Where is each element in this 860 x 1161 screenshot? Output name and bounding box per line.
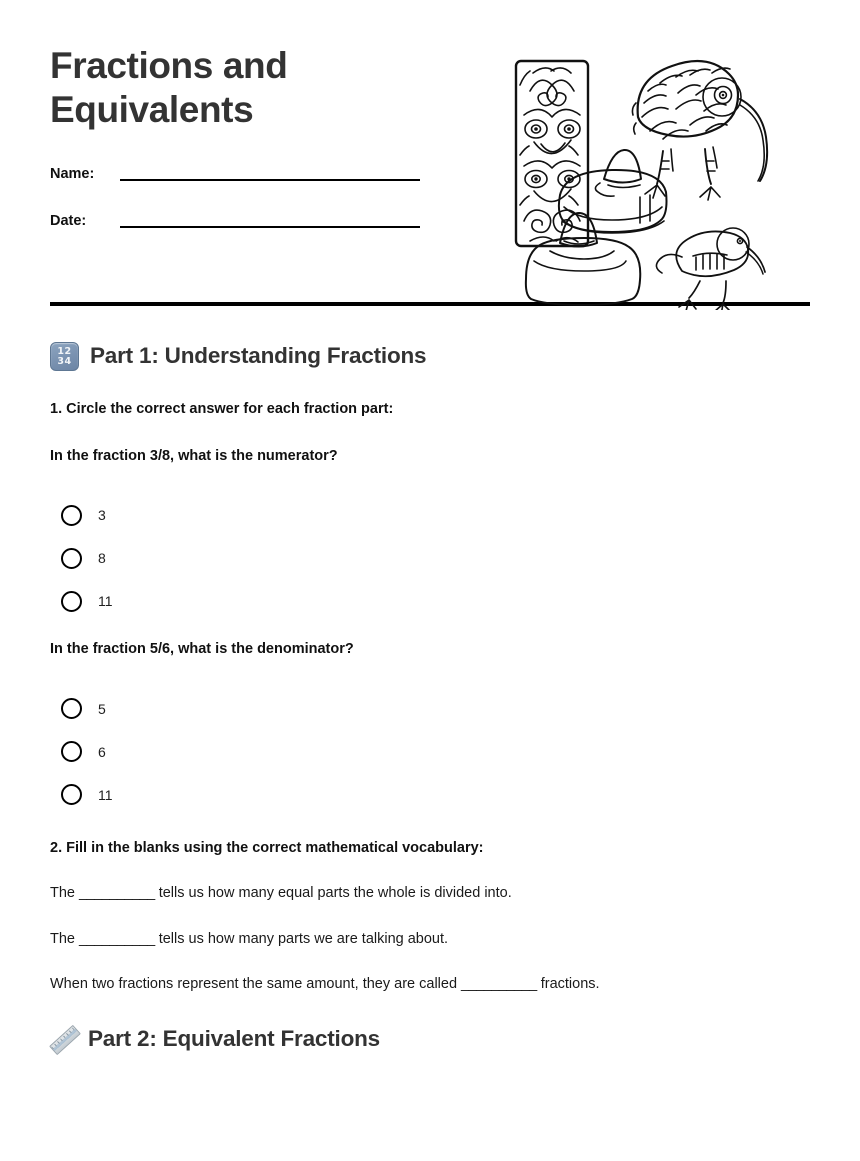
question1-item2-options <box>50 697 810 807</box>
input-numbers-icon: 12 34 <box>50 342 79 371</box>
option-label: 6 <box>98 743 106 760</box>
radio-bubble[interactable] <box>61 548 82 569</box>
question2-prompt: 2. Fill in the blanks using the correct mathematical vocabulary: <box>50 839 484 856</box>
worksheet-header <box>50 0 810 272</box>
adult-kiwi-icon <box>632 61 767 200</box>
maori-kiwi-illustration <box>500 45 770 310</box>
part1-heading <box>50 342 810 371</box>
page-title: Fractions and Equivalents <box>50 45 288 130</box>
date-field-label: Date: <box>50 212 87 229</box>
radio-bubble[interactable] <box>61 591 82 612</box>
blank-gap[interactable]: __________ <box>79 885 155 902</box>
radio-bubble[interactable] <box>61 741 82 762</box>
blank-text-after: fractions. <box>536 976 600 993</box>
blank-text-before: The <box>50 885 80 902</box>
option-row[interactable] <box>50 546 810 570</box>
date-field-line[interactable] <box>120 226 420 228</box>
option-label: 11 <box>98 786 113 803</box>
blank-gap[interactable]: __________ <box>79 930 155 947</box>
name-field-label: Name: <box>50 165 95 182</box>
question1-item1-options <box>50 503 810 613</box>
option-row[interactable] <box>50 783 810 807</box>
carved-pou-icon <box>516 61 588 246</box>
blank-line <box>50 930 810 950</box>
part2-heading <box>50 1026 810 1053</box>
radio-bubble[interactable] <box>61 505 82 526</box>
straight-ruler-icon <box>50 1026 77 1053</box>
question1-prompt: 1. Circle the correct answer for each fraction part: <box>50 401 394 417</box>
blank-line <box>50 884 810 904</box>
part2-heading-label: Part 2: Equivalent Fractions <box>88 1026 380 1052</box>
blank-text-after: tells us how many equal parts the whole is divided into. <box>154 885 512 902</box>
blank-text-after: tells us how many parts we are talking about. <box>154 930 449 947</box>
kiwi-chick-icon <box>656 228 765 310</box>
name-field-line[interactable] <box>120 179 420 181</box>
option-row[interactable] <box>50 697 810 721</box>
option-row[interactable] <box>50 740 810 764</box>
part1-heading-label: Part 1: Understanding Fractions <box>90 343 427 369</box>
blank-line <box>50 975 810 995</box>
radio-bubble[interactable] <box>61 784 82 805</box>
option-label: 8 <box>98 550 106 567</box>
radio-bubble[interactable] <box>61 698 82 719</box>
blank-gap[interactable]: __________ <box>461 976 537 993</box>
option-row[interactable] <box>50 503 810 527</box>
option-label: 11 <box>98 593 113 610</box>
mound-hill-lower-icon <box>526 213 640 305</box>
option-label: 3 <box>98 507 106 524</box>
question1-item1-text: In the fraction 3/8, what is the numerator? <box>50 447 338 464</box>
option-label: 5 <box>98 700 106 717</box>
blank-text-before: The <box>50 930 80 947</box>
question1-item2-text: In the fraction 5/6, what is the denominator? <box>50 641 354 658</box>
blank-text-before: When two fractions represent the same amount, they are called <box>50 976 462 993</box>
option-row[interactable] <box>50 589 810 613</box>
